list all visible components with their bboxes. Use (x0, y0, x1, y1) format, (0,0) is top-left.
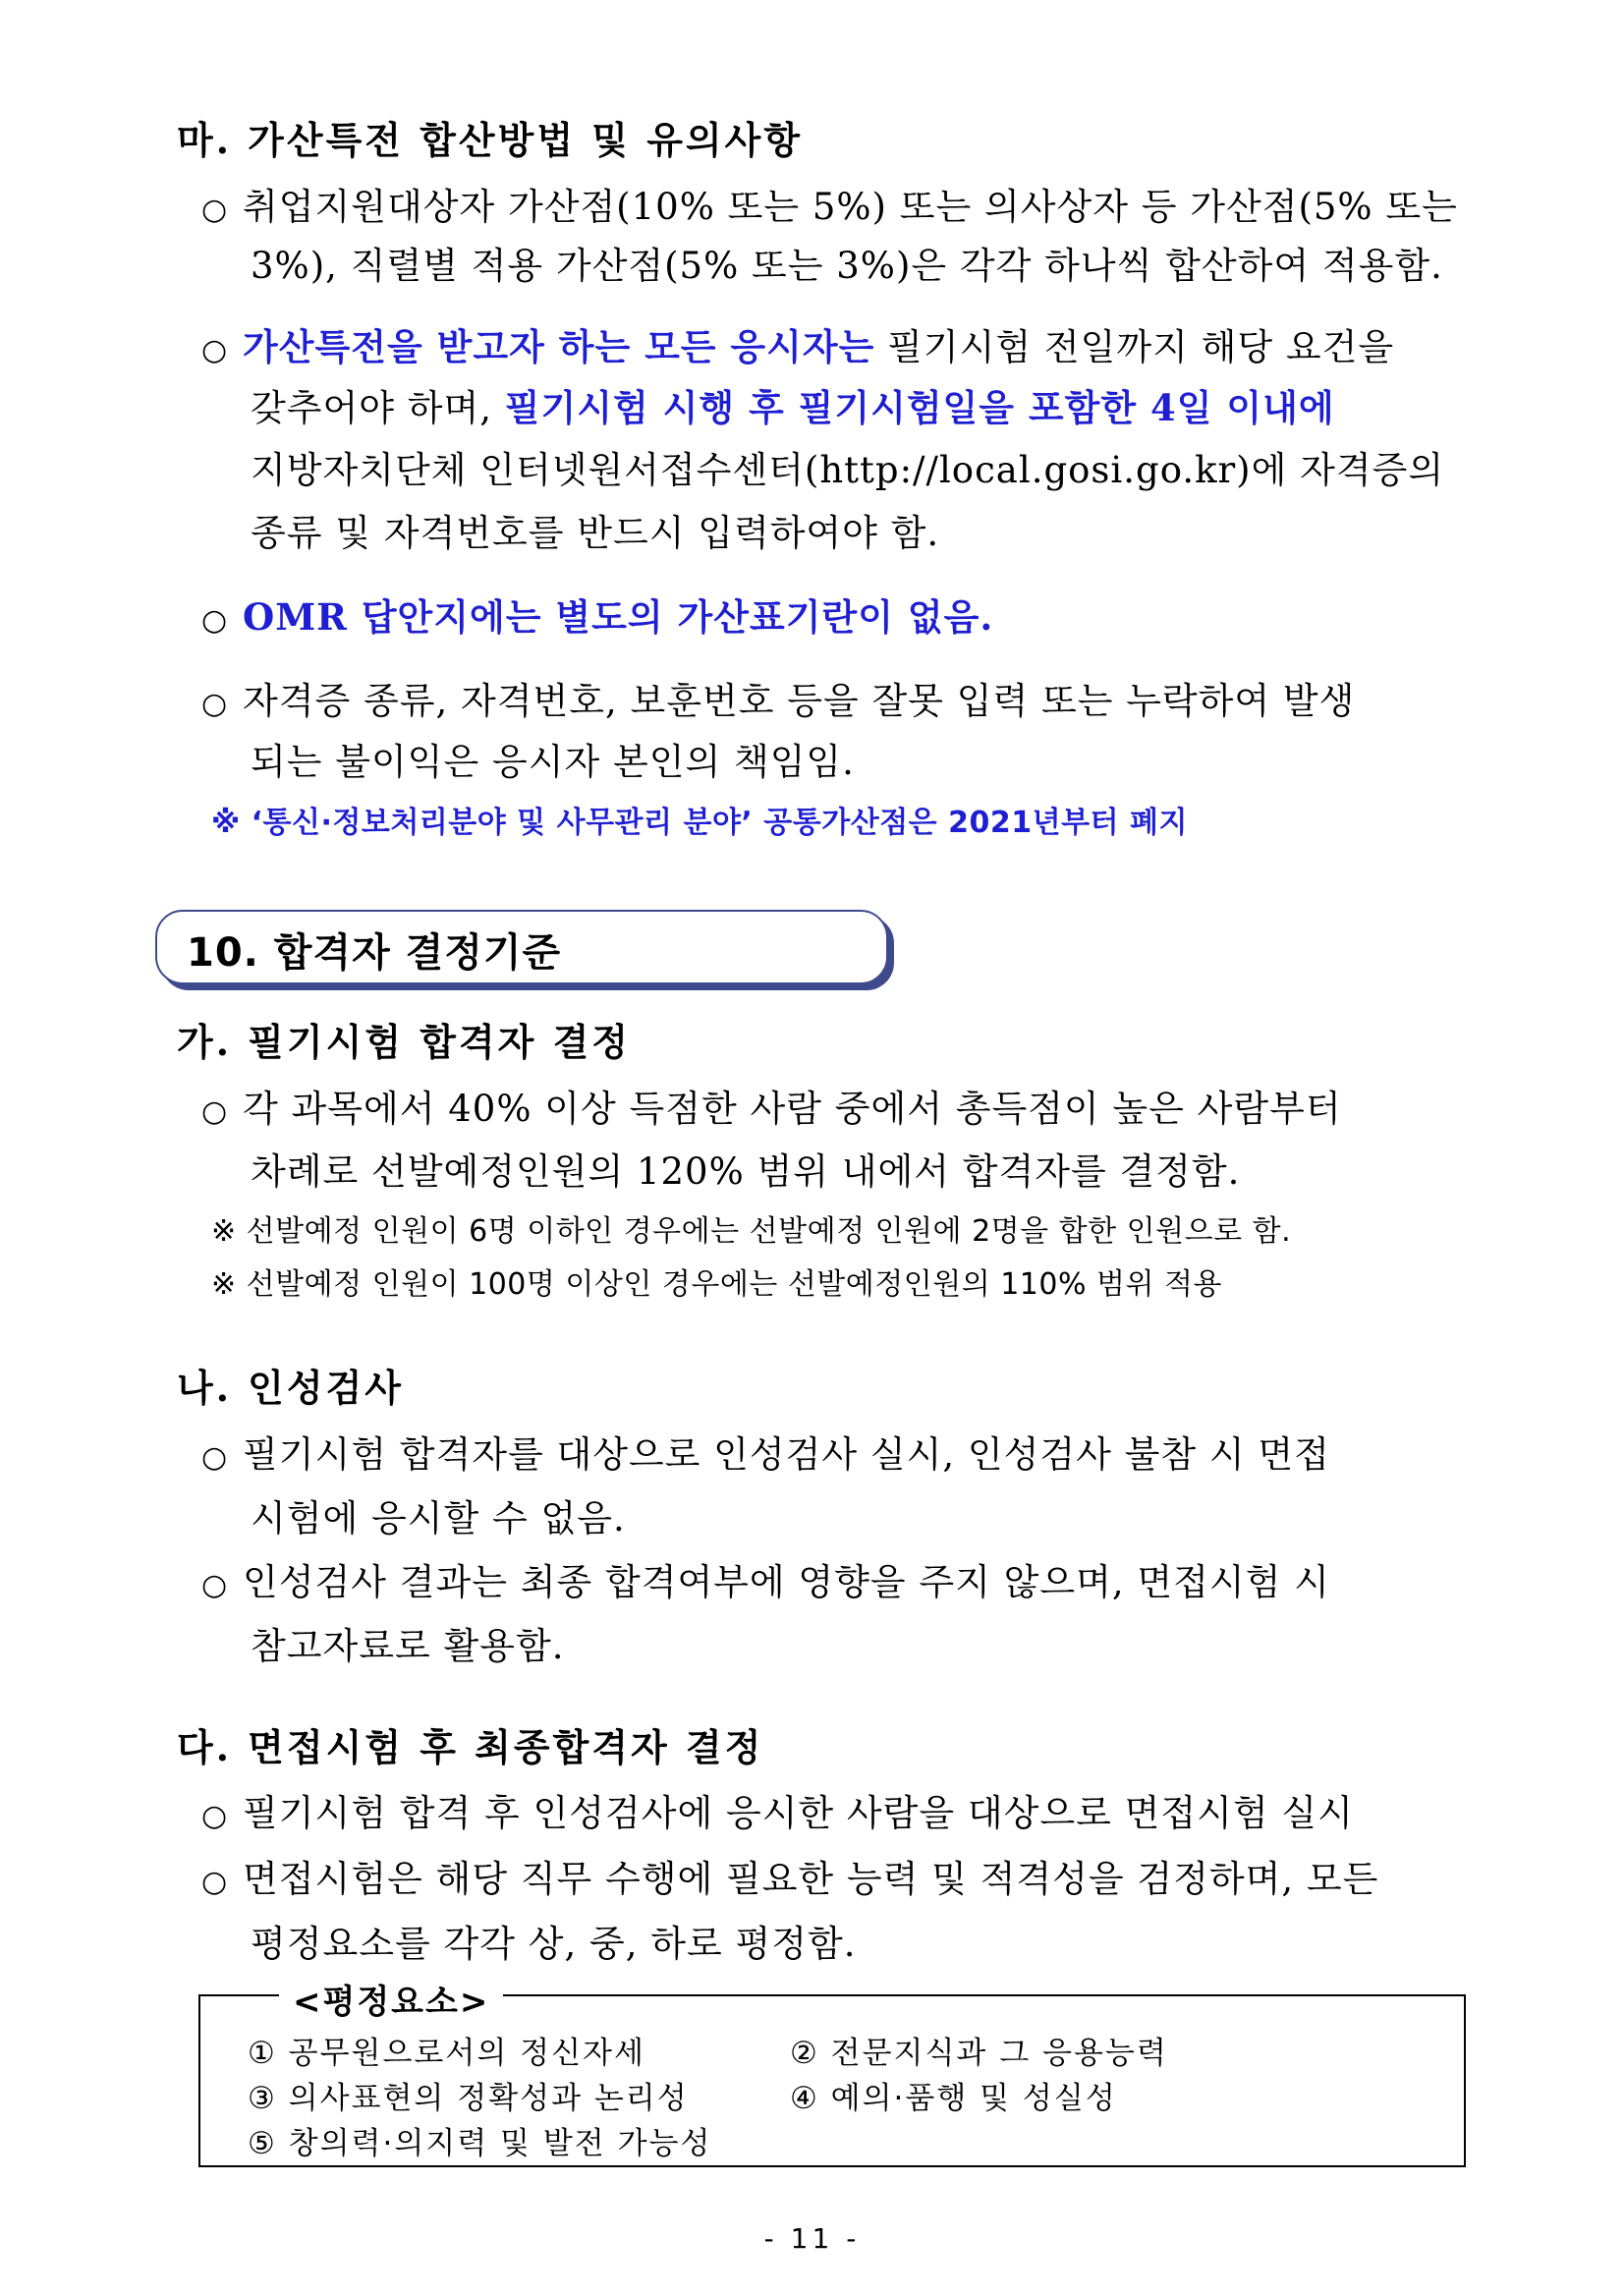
section-title: 10. 합격자 결정기준 (187, 930, 562, 976)
list-item (201, 1552, 1330, 1605)
criteria-item: ④ 예의·품행 및 성실성 (790, 2081, 1117, 2116)
bullet-icon: ○ (201, 193, 229, 227)
list-item (201, 1783, 1354, 1836)
list-item (201, 177, 1458, 230)
page-number: - 11 - (763, 2222, 861, 2255)
bullet-icon: ○ (201, 333, 229, 367)
bullet-icon: ○ (201, 1440, 229, 1475)
list-item (201, 1079, 1342, 1132)
note-text: ※ ‘통신·정보처리분야 및 사무관리 분야’ 공통가산점은 2021년부터 폐지 (211, 806, 1188, 840)
list-item (201, 1849, 1378, 1902)
list-item-continuation: 되는 불이익은 응시자 본인의 책임임. (251, 741, 855, 783)
list-item (201, 588, 993, 641)
bullet-icon: ○ (201, 1568, 229, 1602)
list-item-text: 면접시험은 해당 직무 수행에 필요한 능력 및 적격성을 검정하며, 모든 (243, 1858, 1379, 1900)
note-text: ※ 선발예정 인원이 6명 이하인 경우에는 선발예정 인원에 2명을 합한 인원으로 함. (211, 1214, 1292, 1249)
bullet-icon: ○ (201, 687, 229, 721)
list-item-continuation: 시험에 응시할 수 없음. (251, 1497, 626, 1539)
list-item-text: 각 과목에서 40% 이상 득점한 사람 중에서 총득점이 높은 사람부터 (243, 1088, 1342, 1130)
list-item-text: 자격증 종류, 자격번호, 보훈번호 등을 잘못 입력 또는 누락하여 발생 (243, 680, 1356, 722)
criteria-box (198, 1983, 1466, 2167)
list-item-text: 갖추어야 하며, (251, 387, 505, 429)
list-item-text: 필기시험 전일까지 해당 요건을 (874, 326, 1395, 368)
section-heading-na: 나. 인성검사 (177, 1366, 404, 1410)
list-item-text: 필기시험 합격자를 대상으로 인성검사 실시, 인성검사 불참 시 면접 (243, 1433, 1330, 1476)
section-title-box (155, 910, 888, 984)
list-item (201, 317, 1394, 370)
list-item-text: 필기시험 합격 후 인성검사에 응시한 사람을 대상으로 면접시험 실시 (243, 1792, 1354, 1834)
section-heading-ma: 마. 가산특전 합산방법 및 유의사항 (177, 118, 804, 162)
bullet-icon: ○ (201, 603, 229, 638)
emphasis-text: OMR 답안지에는 별도의 가산표기란이 없음. (243, 595, 994, 639)
list-item-continuation: 참고자료로 활용함. (251, 1625, 565, 1667)
note-text: ※ 선발예정 인원이 100명 이상인 경우에는 선발예정인원의 110% 범위 적용 (211, 1267, 1222, 1302)
bullet-icon: ○ (201, 1094, 229, 1129)
list-item-continuation: 3%), 직렬별 적용 가산점(5% 또는 3%)은 각각 하나씩 합산하여 적용함. (251, 245, 1443, 287)
list-item (201, 1425, 1330, 1478)
list-item-text: 취업지원대상자 가산점(10% 또는 5%) 또는 의사상자 등 가산점(5% 또는 (243, 186, 1458, 228)
list-item-continuation (251, 378, 1335, 431)
list-item-continuation: 평정요소를 각각 상, 중, 하로 평정함. (251, 1923, 857, 1965)
list-item-continuation: 종류 및 자격번호를 반드시 입력하여야 함. (251, 512, 940, 554)
criteria-item: ② 전문지식과 그 응용능력 (790, 2036, 1168, 2071)
bullet-icon: ○ (201, 1865, 229, 1899)
emphasis-text: 필기시험 시행 후 필기시험일을 포함한 4일 이내에 (504, 386, 1335, 429)
criteria-item: ⑤ 창의력·의지력 및 발전 가능성 (248, 2126, 712, 2161)
section-heading-da: 다. 면접시험 후 최종합격자 결정 (177, 1725, 764, 1769)
list-item-continuation: 지방자치단체 인터넷원서접수센터(http://local.gosi.go.kr)에 자격증의 (251, 449, 1445, 491)
list-item-text: 인성검사 결과는 최종 합격여부에 영향을 주지 않으며, 면접시험 시 (243, 1561, 1330, 1603)
bullet-icon: ○ (201, 1799, 229, 1833)
list-item (201, 671, 1355, 724)
section-heading-ga: 가. 필기시험 합격자 결정 (177, 1020, 631, 1064)
list-item-continuation: 차례로 선발예정인원의 120% 범위 내에서 합격자를 결정함. (251, 1150, 1241, 1193)
emphasis-text: 가산특전을 받고자 하는 모든 응시자는 (243, 325, 875, 368)
criteria-item: ① 공무원으로서의 정신자세 (248, 2036, 645, 2071)
criteria-item: ③ 의사표현의 정확성과 논리성 (248, 2081, 689, 2116)
criteria-title: <평정요소> (279, 1975, 503, 2023)
